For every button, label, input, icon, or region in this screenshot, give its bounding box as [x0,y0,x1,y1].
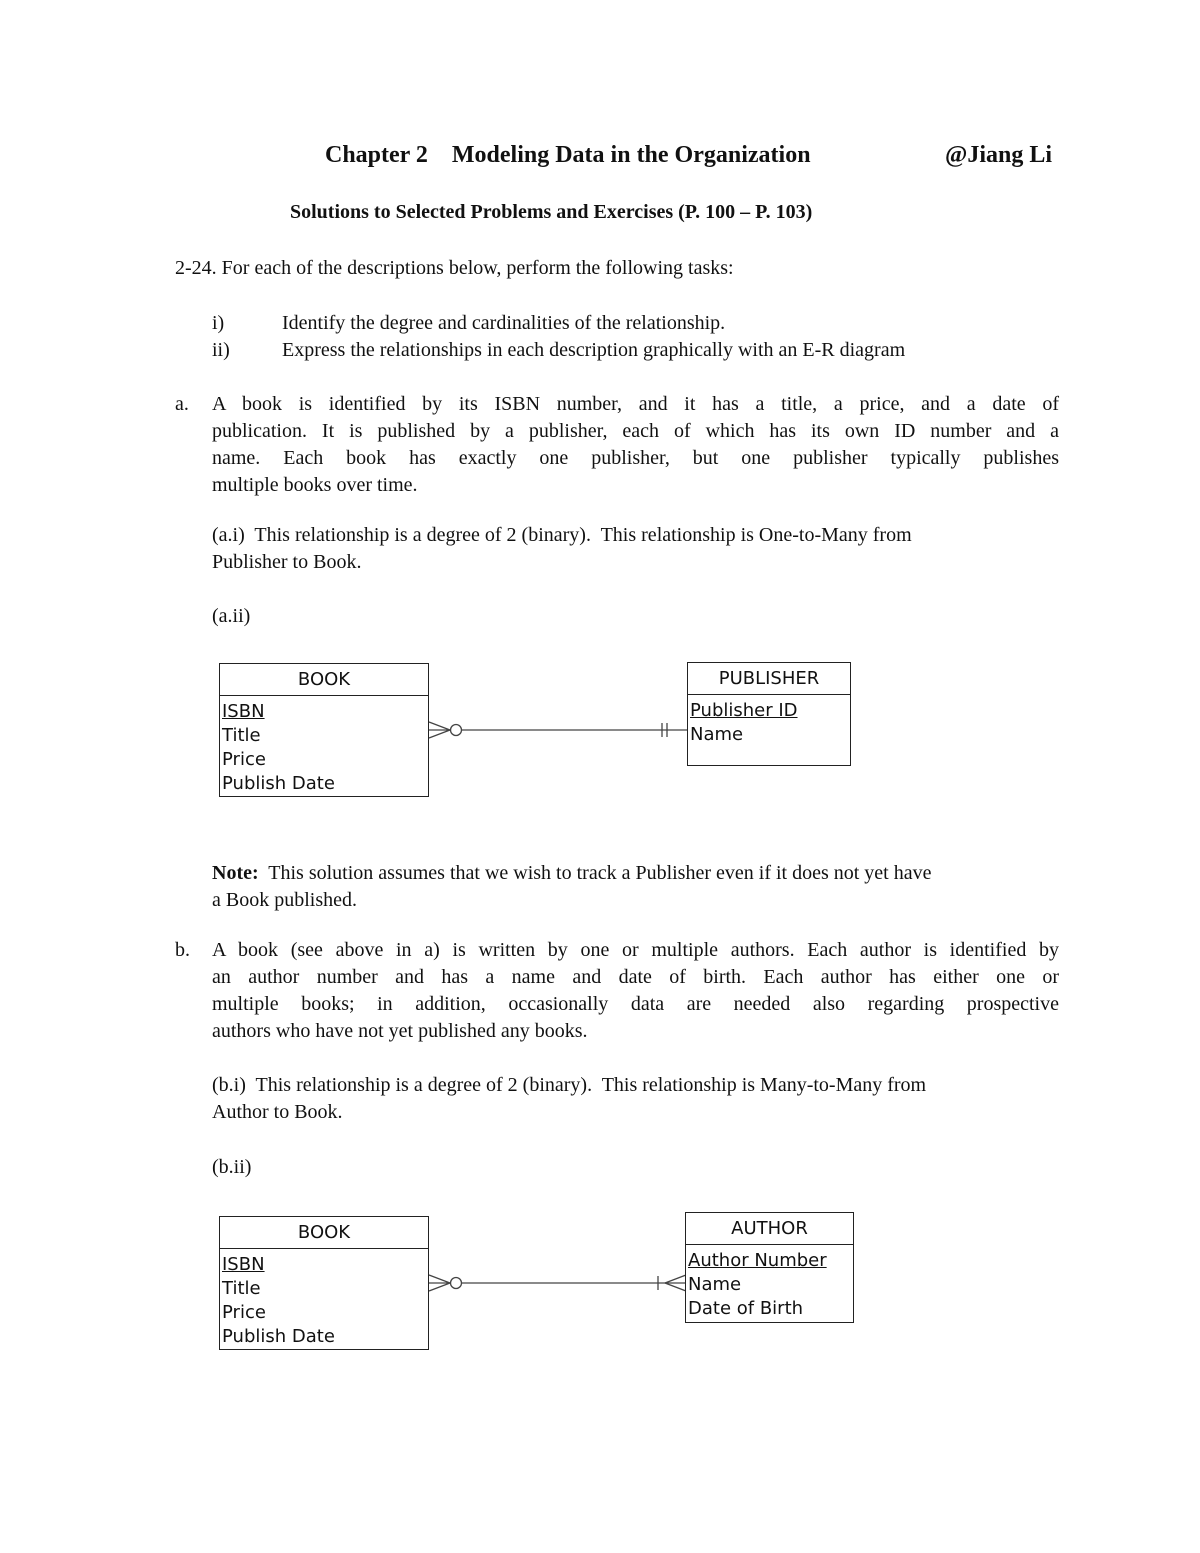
answer-line: (a.i) This relationship is a degree of 2 (binary). This relationship is One-to-Many from [212,524,912,546]
task-marker-ii: ii) [212,339,230,361]
part-a-answer-ii-label: (a.ii) [212,605,251,627]
part-b-line: multiple books; in addition, occasionally data are needed also regarding prospective [212,993,1059,1015]
answer-line: Author to Book. [212,1101,343,1123]
part-a-line: publication. It is published by a publisher, each of which has its own ID number and a [212,420,1059,442]
task-text-i: Identify the degree and cardinalities of the relationship. [282,312,726,334]
part-b-description [212,937,1059,1045]
part-a-line: multiple books over time. [212,474,418,496]
note-text: This solution assumes that we wish to track a Publisher even if it does not yet have [268,862,932,884]
entity-attribute: Publish Date [222,773,335,794]
part-a-marker: a. [175,393,189,415]
entity-attribute: Price [222,749,266,770]
entity-name: PUBLISHER [688,663,850,695]
entity-attribute: Price [222,1302,266,1323]
crows-foot-upper [665,1275,686,1283]
part-a-line: A book is identified by its ISBN number, and it has a title, a price, and a date of [212,393,1059,415]
note-text: a Book published. [212,889,357,911]
entity-attribute: Date of Birth [688,1298,804,1319]
entity-attribute: Name [688,1274,742,1295]
task-marker-i: i) [212,312,225,334]
author-name: @Jiang Li [945,142,1053,168]
crows-foot-lower [429,1283,450,1291]
entity-name: AUTHOR [686,1213,853,1245]
entity-name: BOOK [220,664,428,696]
note-label: Note: [212,862,259,884]
note [212,860,932,914]
zero-circle [451,725,462,736]
entity-attribute: Name [690,724,744,745]
part-b-answer-ii-label: (b.ii) [212,1156,252,1178]
task-text-ii: Express the relationships in each description graphically with an E-R diagram [282,339,906,361]
crows-foot-upper [429,722,450,730]
entity-name: BOOK [220,1217,428,1249]
relationship-line-book-author [429,1275,686,1291]
part-b-answer-i [212,1072,926,1126]
part-b-line: A book (see above in a) is written by one or multiple authors. Each author is identified by [212,939,1059,961]
entity-book-b [219,1216,429,1350]
crows-foot-lower [429,730,450,738]
entity-attribute: Title [222,1278,261,1299]
part-b-marker: b. [175,939,190,961]
part-a-line: name. Each book has exactly one publisher, but one publisher typically publishes [212,447,1059,469]
primary-key-attribute: ISBN [222,1254,265,1275]
primary-key-attribute: Publisher ID [690,700,798,721]
primary-key-attribute: ISBN [222,701,265,722]
relationship-line-book-publisher [429,722,687,738]
entity-author [685,1212,854,1323]
answer-line: Publisher to Book. [212,551,362,573]
primary-key-attribute: Author Number [688,1250,827,1271]
problem-intro: 2-24. For each of the descriptions below, perform the following tasks: [175,257,734,279]
entity-attribute: Publish Date [222,1326,335,1347]
chapter-number: Chapter 2 [325,142,428,168]
entity-attribute: Title [222,725,261,746]
part-b-line: an author number and has a name and date of birth. Each author has either one or [212,966,1059,988]
chapter-title: Modeling Data in the Organization [451,142,811,168]
crows-foot-upper [429,1275,450,1283]
zero-circle [451,1278,462,1289]
document-subtitle: Solutions to Selected Problems and Exercises (P. 100 – P. 103) [290,201,813,223]
crows-foot-lower [665,1283,686,1291]
part-b-line: authors who have not yet published any books. [212,1020,588,1042]
answer-line: (b.i) This relationship is a degree of 2 (binary). This relationship is Many-to-Many from [212,1074,927,1096]
